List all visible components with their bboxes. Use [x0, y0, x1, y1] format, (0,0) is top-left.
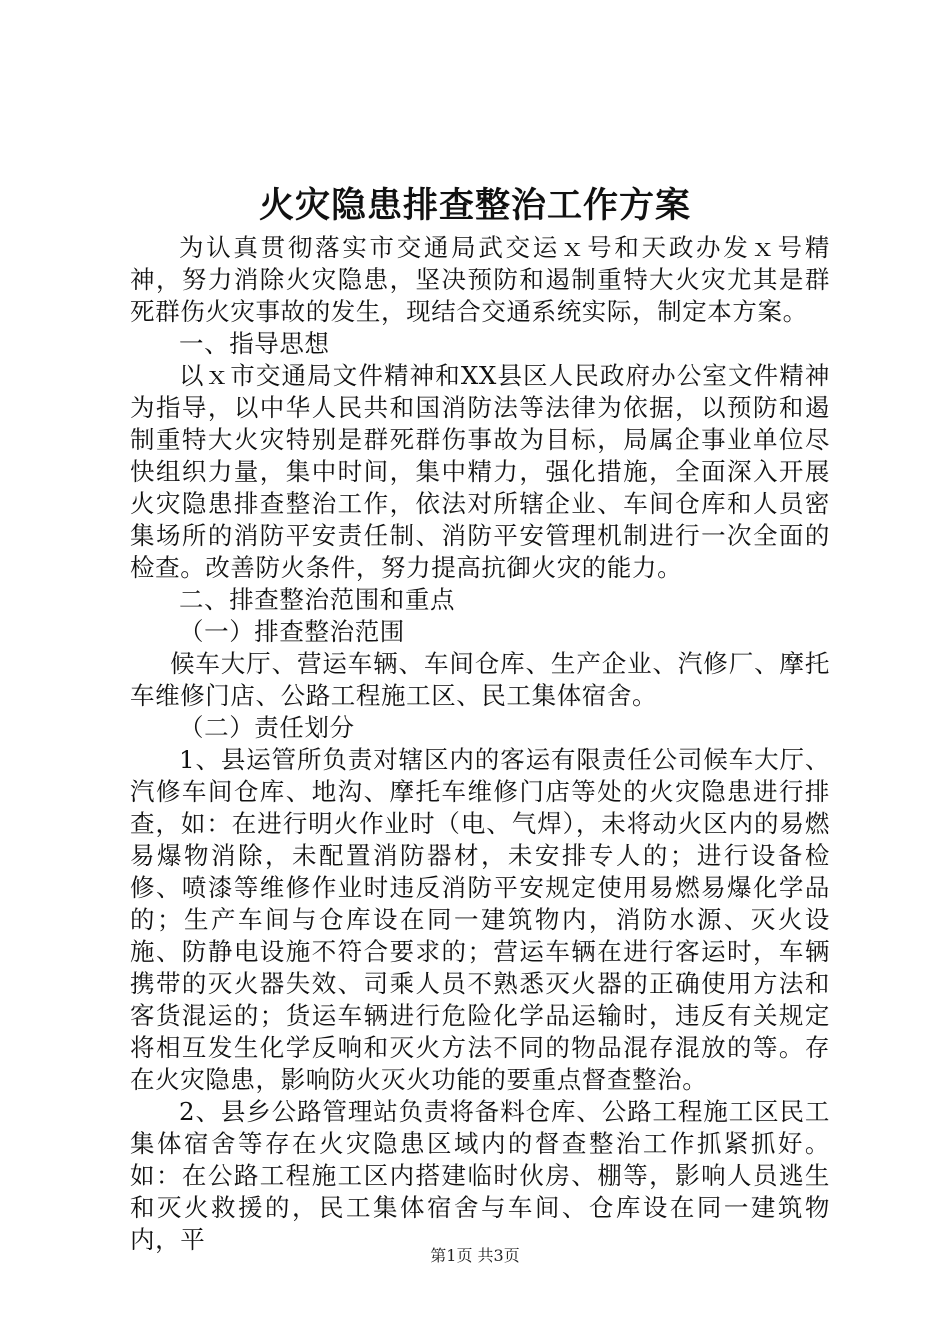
responsibility-item-2: 2、县乡公路管理站负责将备料仓库、公路工程施工区民工集体宿舍等存在火灾隐患区域内的督查整治工作抓紧抓好。如：在公路工程施工区内搭建临时伙房、棚等，影响人员逃生和灭火救援的，民工集体宿舍与车间、仓库设在同一建筑物内，平: [130, 1097, 830, 1254]
guiding-ideology-paragraph: 以ｘ市交通局文件精神和XX县区人民政府办公室文件精神为指导，以中华人民共和国消防法等法律为依据，以预防和遏制重特大火灾特别是群死群伤事故为目标，局属企事业单位尽快组织力量，集中时间，集中精力，强化措施，全面深入开展火灾隐患排查整治工作，依法对所辖企业、车间仓库和人员密集场所的消防平安责任制、消防平安管理机制进行一次全面的检查。改善防火条件，努力提高抗御火灾的能力。: [130, 361, 830, 582]
subsection-heading-scope: （一）排查整治范围: [179, 617, 405, 646]
section-heading-guiding-ideology: 一、指导思想: [179, 329, 330, 358]
document-body: [130, 232, 830, 1256]
intro-paragraph: 为认真贯彻落实市交通局武交运ｘ号和天政办发ｘ号精神，努力消除火灾隐患，坚决预防和遏制重特大火灾尤其是群死群伤火灾事故的发生，现结合交通系统实际，制定本方案。: [130, 233, 830, 326]
responsibility-item-1: 1、县运管所负责对辖区内的客运有限责任公司候车大厅、汽修车间仓库、地沟、摩托车维修门店等处的火灾隐患进行排查，如：在进行明火作业时（电、气焊），未将动火区内的易燃易爆物消除，未配置消防器材，未安排专人的；进行设备检修、喷漆等维修作业时违反消防平安规定使用易燃易爆化学品的；生产车间与仓库设在同一建筑物内，消防水源、灭火设施、防静电设施不符合要求的；营运车辆在进行客运时，车辆携带的灭火器失效、司乘人员不熟悉灭火器的正确使用方法和客货混运的；货运车辆进行危险化学品运输时，违反有关规定将相互发生化学反响和灭火方法不同的物品混存混放的等。存在火灾隐患，影响防火灭火功能的要重点督查整治。: [130, 745, 830, 1094]
subsection-heading-responsibility: （二）责任划分: [179, 713, 355, 742]
page-footer: 第1页 共3页: [430, 1246, 520, 1265]
section-heading-scope-and-focus: 二、排查整治范围和重点: [179, 585, 456, 614]
scope-paragraph: 候车大厅、营运车辆、车间仓库、生产企业、汽修厂、摩托车维修门店、公路工程施工区、民工集体宿舍。: [130, 649, 830, 710]
document-title: 火灾隐患排查整治工作方案: [258, 185, 691, 226]
